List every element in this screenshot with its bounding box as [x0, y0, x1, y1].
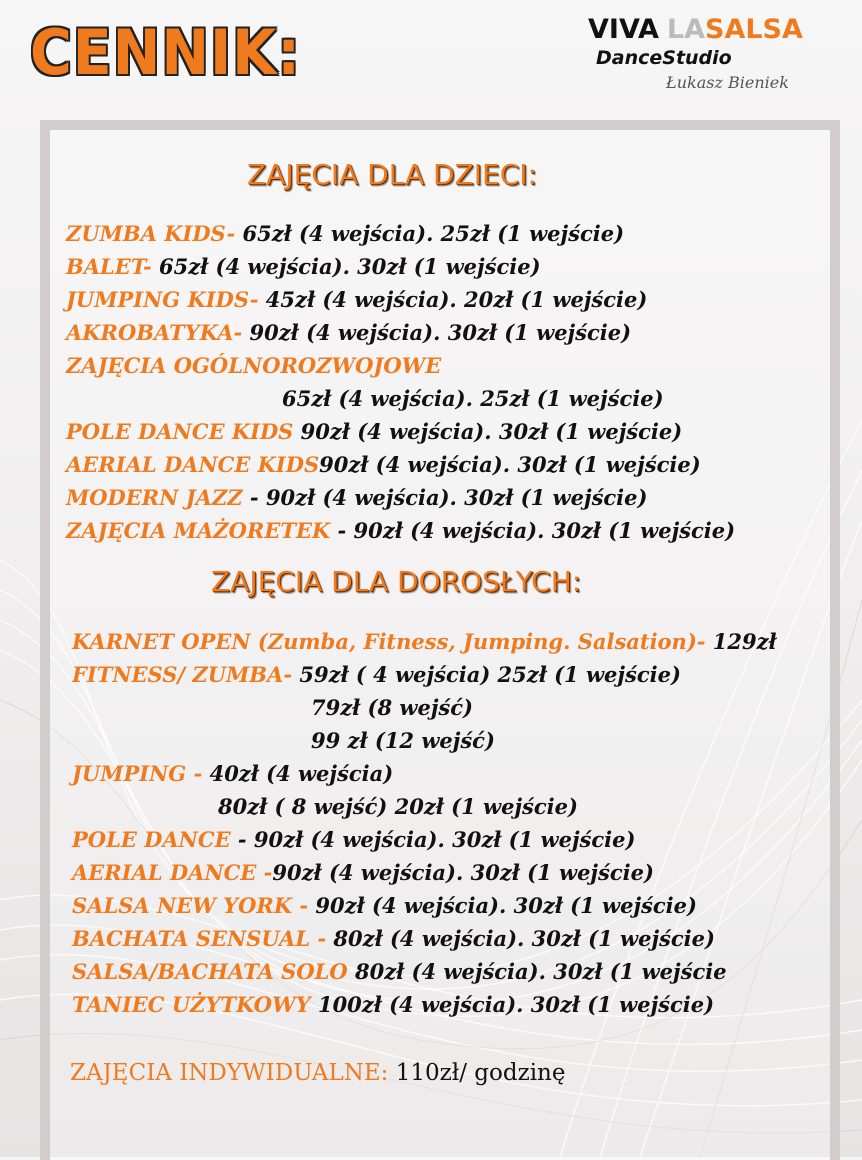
- class-name: POLE DANCE: [72, 827, 231, 852]
- class-price: - 90zł (4 wejścia). 30zł (1 wejście): [242, 485, 648, 510]
- class-name: POLE DANCE KIDS: [66, 419, 294, 444]
- class-name: AERIAL DANCE KIDS: [66, 452, 320, 477]
- class-name: JUMPING -: [72, 761, 203, 786]
- class-price: 90zł (4 wejścia). 30zł (1 wejście): [308, 893, 697, 918]
- class-name: BALET-: [66, 254, 152, 279]
- class-price: 79zł (8 wejść): [311, 695, 473, 720]
- logo-viva: VIVA: [588, 14, 659, 45]
- class-name: JUMPING KIDS-: [66, 287, 259, 312]
- class-price: 65zł (4 wejścia). 25zł (1 wejście): [235, 221, 625, 246]
- class-price: 65zł (4 wejścia). 30zł (1 wejście): [151, 254, 541, 279]
- class-name: AKROBATYKA-: [66, 320, 243, 345]
- kids-item: [66, 289, 647, 310]
- class-price: - 90zł (4 wejścia). 30zł (1 wejście): [230, 827, 636, 852]
- individual-label: ZAJĘCIA INDYWIDUALNE:: [70, 1060, 389, 1086]
- class-price: 99 zł (12 wejść): [311, 728, 495, 753]
- class-name: SALSA/BACHATA SOLO: [72, 959, 348, 984]
- class-price: - 90zł (4 wejścia). 30zł (1 wejście): [330, 518, 736, 543]
- adults-section-title: ZAJĘCIA DLA DOROSŁYCH:: [211, 565, 582, 598]
- studio-logo: [588, 14, 828, 106]
- kids-item: [282, 388, 664, 409]
- kids-item: [66, 454, 701, 475]
- adults-item: [72, 994, 714, 1015]
- class-name: AERIAL DANCE -: [72, 860, 273, 885]
- logo-signature: Łukasz Bieniek: [666, 73, 789, 92]
- adults-item: [72, 631, 777, 652]
- class-name: ZAJĘCIA MAŻORETEK: [66, 518, 331, 543]
- individual-classes: [70, 1062, 565, 1085]
- class-price: 80zł (4 wejścia). 30zł (1 wejście): [326, 926, 715, 951]
- individual-price: 110zł/ godzinę: [388, 1060, 566, 1086]
- kids-item: [66, 322, 631, 343]
- adults-item: [72, 895, 697, 916]
- logo-studio: DanceStudio: [596, 47, 732, 69]
- class-price: 59zł ( 4 wejścia) 25zł (1 wejście): [292, 662, 681, 687]
- class-name: FITNESS/ ZUMBA-: [72, 662, 293, 687]
- class-price: 65zł (4 wejścia). 25zł (1 wejście): [282, 386, 664, 411]
- class-price: 80zł (4 wejścia). 30zł (1 wejście: [347, 959, 727, 984]
- class-name: KARNET OPEN (Zumba, Fitness, Jumping. Salsation)-: [72, 629, 706, 654]
- class-price: 45zł (4 wejścia). 20zł (1 wejście): [258, 287, 648, 312]
- class-name: BACHATA SENSUAL -: [72, 926, 327, 951]
- adults-item: [72, 829, 635, 850]
- class-name: SALSA NEW YORK -: [72, 893, 309, 918]
- logo-wordmark: [588, 14, 828, 45]
- class-price: 129zł: [705, 629, 777, 654]
- class-name: ZUMBA KIDS-: [66, 221, 236, 246]
- class-price: 90zł (4 wejścia). 30zł (1 wejście): [319, 452, 701, 477]
- class-price: 80zł ( 8 wejść) 20zł (1 wejście): [218, 794, 578, 819]
- class-price: 40zł (4 wejścia): [202, 761, 394, 786]
- kids-item: [66, 355, 441, 376]
- adults-item: [311, 730, 495, 751]
- adults-item: [311, 697, 473, 718]
- page-title: CENNIK:: [30, 16, 301, 89]
- class-name: MODERN JAZZ: [66, 485, 243, 510]
- adults-item: [72, 763, 393, 784]
- logo-salsa: SALSA: [705, 14, 803, 45]
- class-price: 100zł (4 wejścia). 30zł (1 wejście): [310, 992, 715, 1017]
- kids-section-title: ZAJĘCIA DLA DZIECI:: [247, 158, 537, 191]
- logo-la: LA: [666, 14, 706, 45]
- adults-item: [72, 928, 715, 949]
- adults-item: [72, 961, 727, 982]
- adults-item: [72, 862, 654, 883]
- class-name: TANIEC UŻYTKOWY: [72, 992, 311, 1017]
- kids-item: [66, 487, 647, 508]
- class-price: 90zł (4 wejścia). 30zł (1 wejście): [272, 860, 654, 885]
- class-price: 90zł (4 wejścia). 30zł (1 wejście): [242, 320, 632, 345]
- adults-item: [218, 796, 578, 817]
- kids-item: [66, 223, 624, 244]
- class-price: 90zł (4 wejścia). 30zł (1 wejście): [293, 419, 683, 444]
- kids-item: [66, 520, 735, 541]
- class-name: ZAJĘCIA OGÓLNOROZWOJOWE: [66, 353, 442, 378]
- kids-item: [66, 421, 682, 442]
- adults-item: [72, 664, 681, 685]
- kids-item: [66, 256, 541, 277]
